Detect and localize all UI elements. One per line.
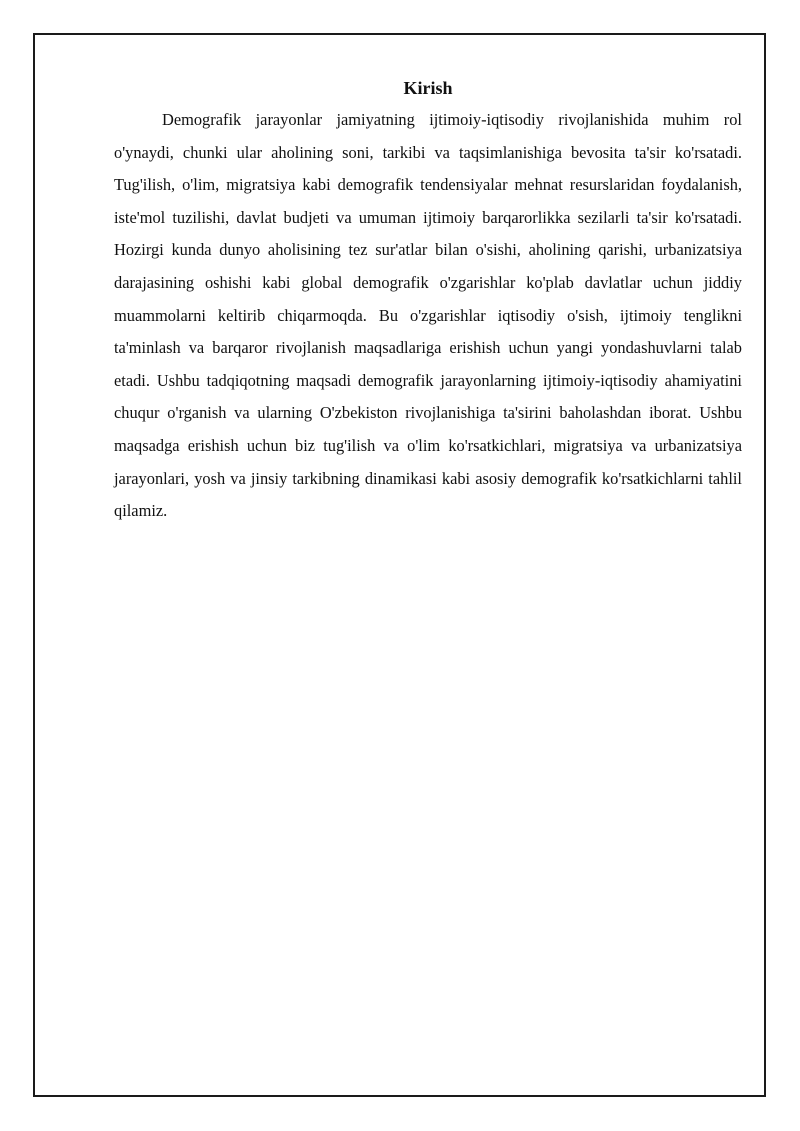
intro-paragraph: Demografik jarayonlar jamiyatning ijtimoiy-iqtisodiy rivojlanishida muhim rol o'ynaydi, chunki ular aholining soni, tarkibi va taqsimlanishiga bevosita ta'sir ko'rsatadi. Tug'ilish, o'lim, migratsiya kabi demografik tendensiyalar mehnat resurslaridan foydalanish, iste'mol tuzilishi, davlat budjeti va umuman ijtimoiy barqarorlikka sezilarli ta'sir ko'rsatadi. Hozirgi kunda dunyo aholisining tez sur'atlar bilan o'sishi, aholining qarishi, urbanizatsiya darajasining oshishi kabi global demografik o'zgarishlar ko'plab davlatlar uchun jiddiy muammolarni keltirib chiqarmoqda. Bu o'zgarishlar iqtisodiy o'sish, ijtimoiy tenglikni ta'minlash va barqaror rivojlanish maqsadlariga erishish uchun yangi yondashuvlarni talab etadi. Ushbu tadqiqotning maqsadi demografik jarayonlarning ijtimoiy-iqtisodiy ahamiyatini chuqur o'rganish va ularning O'zbekiston rivojlanishiga ta'sirini baholashdan iborat. Ushbu maqsadga erishish uchun biz tug'ilish va o'lim ko'rsatkichlari, migratsiya va urbanizatsiya jarayonlari, yosh va jinsiy tarkibning dinamikasi kabi asosiy demografik ko'rsatkichlarni tahlil qilamiz. xyxy=(114,110,742,521)
document-body xyxy=(114,76,742,528)
document-title: Kirish xyxy=(403,78,453,98)
